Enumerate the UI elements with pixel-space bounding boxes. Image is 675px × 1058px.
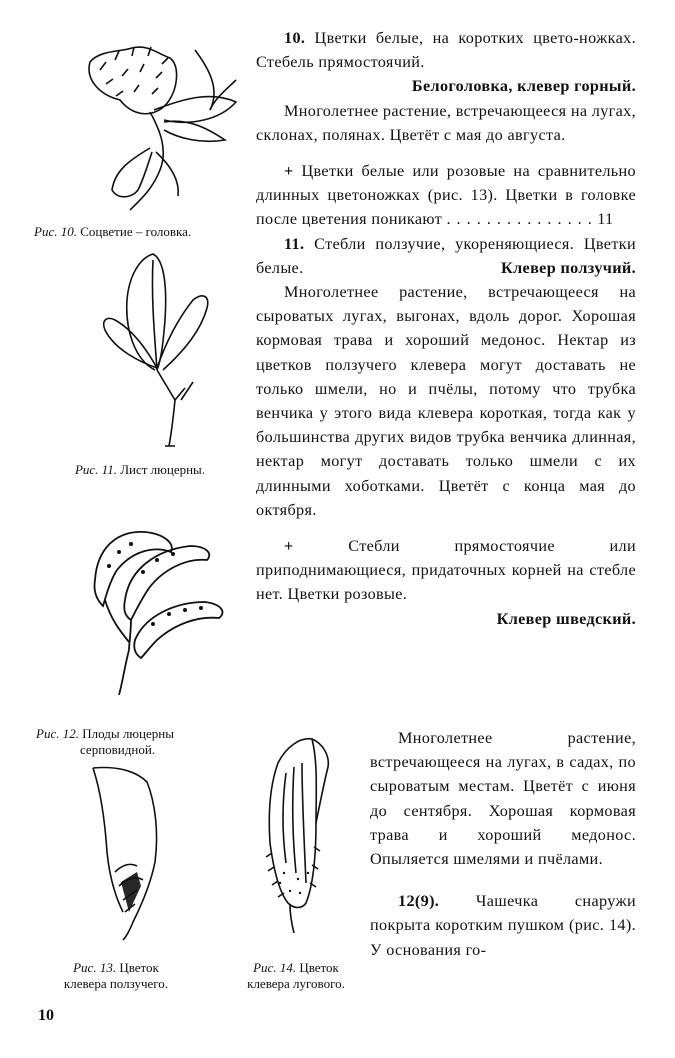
key-10-couplet [256, 26, 636, 74]
caption-fig10-num: Рис. 10. [34, 224, 77, 239]
caption-fig13 [36, 960, 196, 992]
key-12-text: Чашечка снаружи покрыта коротким пушком (рис. 14). У основания го- [370, 892, 636, 959]
caption-fig14-line1 [222, 960, 370, 976]
key-11-alternative [256, 534, 636, 607]
key-10-alt-ref: 11 [597, 210, 614, 229]
caption-fig11-num: Рис. 11. [74, 462, 117, 477]
caption-fig14 [222, 960, 370, 992]
caption-fig11-text: Лист люцерны. [120, 462, 206, 477]
caption-fig13-num: Рис. 13. [73, 960, 117, 975]
figure-13-white-clover-flower [85, 762, 175, 942]
caption-fig10-text: Соцветие – головка. [80, 224, 192, 239]
caption-fig14-text2: клевера лугового. [247, 976, 345, 991]
clover-head-drawing [60, 40, 250, 220]
plus-mark-icon: + [284, 162, 294, 181]
key-11-alt-text: Стебли прямостоячие или приподнимающиеся, придаточных корней на стебле нет. Цветки розовые. [256, 537, 636, 604]
key-12-couplet [370, 889, 636, 962]
key-text-column [256, 26, 636, 631]
alfalfa-pods-drawing [85, 520, 235, 695]
key-11-alt-description: Многолетнее растение, встречающееся на лугах, в садах, по сыроватым местам. Цветёт с июня до сентября. Хорошая кормовая трава и хороший медонос. Опыляется шмелями и пчёлами. [370, 729, 636, 869]
key-11-alt-species-name: Клевер шведский. [496, 609, 636, 628]
figure-12-alfalfa-pods [85, 520, 235, 695]
white-clover-flower-drawing [85, 762, 175, 942]
figure-10-clover-head [60, 40, 250, 220]
key-12-number: 12(9). [398, 892, 440, 911]
caption-fig12 [36, 726, 251, 758]
key-text-column-lower [370, 726, 636, 962]
caption-fig12-line1 [36, 726, 251, 742]
caption-fig14-num: Рис. 14. [253, 960, 297, 975]
key-11-number: 11. [284, 234, 305, 253]
key-10-species-name: Белоголовка, клевер горный. [411, 77, 636, 96]
caption-fig13-line1 [36, 960, 196, 976]
key-11-description: Многолетнее растение, встречающееся на сыроватых лугах, выгонах, вдоль дорог. Хорошая кормовая трава и хороший медонос. Нектар из цветков ползучего клевера могут доставать не только шмели, но и пчёлы, потому что трубка венчика у этого вида клевера короткая, тогда как у большинства других видов трубка венчика длинная, нектар могут доставать только шмели с их длинными хоботками. Цветёт с конца мая до октября. [256, 283, 636, 519]
caption-fig12-text: Плоды люцерны [82, 726, 174, 741]
caption-fig10 [34, 224, 254, 240]
key-10-alternative [256, 159, 636, 232]
key-10-alt-text: Цветки белые или розовые на сравнительно длинных цветоножках (рис. 13). Цветки в головке после цветения поникают [256, 162, 636, 229]
page-number: 10 [38, 1007, 54, 1024]
key-10-number: 10. [284, 29, 306, 47]
key-11-text: Стебли ползучие, укореняющиеся. Цветки белые. [256, 234, 636, 277]
figure-11-alfalfa-leaf [85, 250, 235, 450]
key-10-text: Цветки белые, на коротких цвето-ножках. Стебель прямостоячий. [256, 29, 636, 72]
key-11-couplet [256, 232, 636, 280]
figure-14-red-clover-flower [250, 733, 340, 933]
caption-fig13-text2: клевера ползучего. [63, 976, 169, 991]
key-11-species-name: Клевер ползучий. [501, 258, 636, 277]
caption-fig12-text2: серповидной. [80, 742, 156, 757]
red-clover-flower-drawing [250, 733, 340, 933]
caption-fig13-text: Цветок [119, 960, 159, 975]
caption-fig12-num: Рис. 12. [36, 726, 79, 741]
plus-mark-icon-2: + [284, 537, 294, 556]
caption-fig14-text: Цветок [299, 960, 339, 975]
key-10-description: Многолетнее растение, встречающееся на лугах, склонах, полянах. Цветёт с мая до августа. [256, 101, 637, 144]
key-10-alt-dots: . . . . . . . . . . . . . . . [446, 210, 593, 229]
caption-fig11 [40, 462, 240, 478]
alfalfa-leaf-drawing [85, 250, 235, 450]
